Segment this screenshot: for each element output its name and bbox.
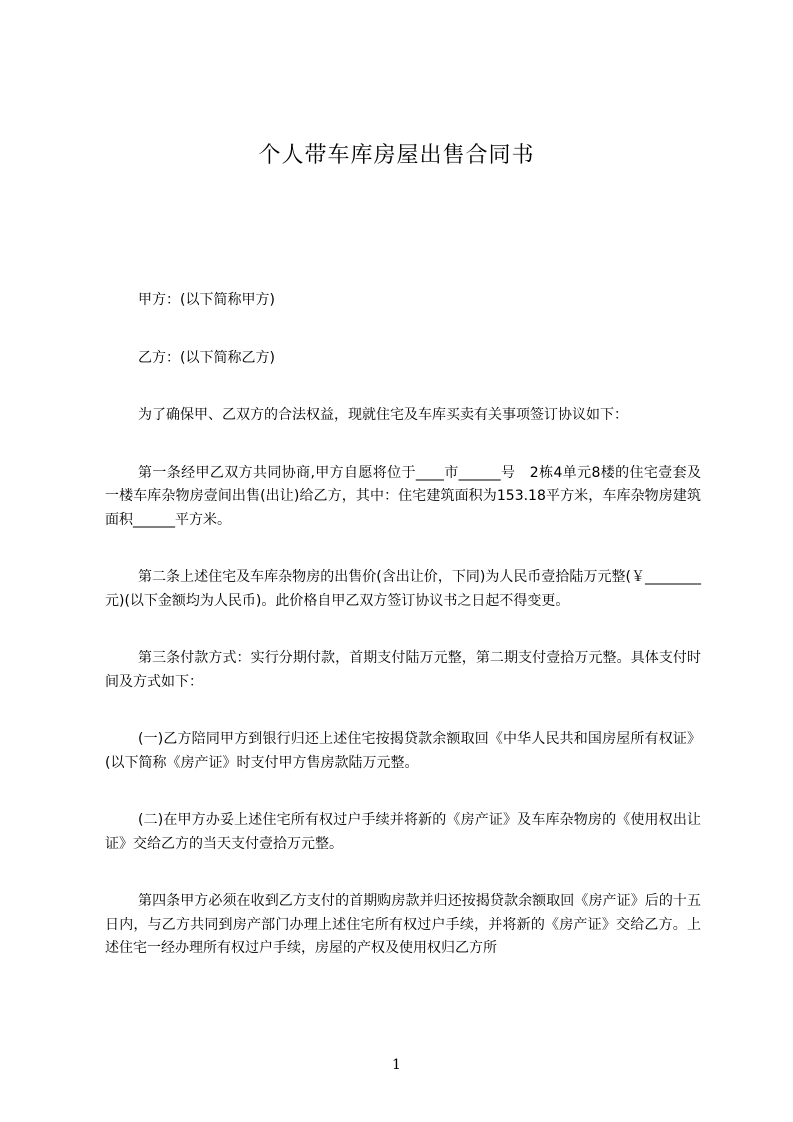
article-4-paragraph: 第四条甲方必须在收到乙方支付的首期购房款并归还按揭贷款余额取回《房产证》后的十五日内，与乙方共同到房产部门办理上述住宅所有权过户手续，并将新的《房产证》交给乙方。上述住宅一经办理所有权过户手续，房屋的产权及使用权归乙方所 [105,893,701,956]
article-3-paragraph: 第三条付款方式：实行分期付款，首期支付陆万元整，第二期支付壹拾万元整。具体支付时间及方式如下： [105,650,701,690]
document-title: 个人带车库房屋出售合同书 [258,143,535,168]
party-b-line: 乙方：(以下简称乙方) [138,349,275,366]
article-3-item-2-paragraph: (二)在甲方办妥上述住宅所有权过户手续并将新的《房产证》及车库杂物房的《使用权出让证》交给乙方的当天支付壹拾万元整。 [105,812,701,852]
party-a-line: 甲方：(以下简称甲方) [138,292,275,308]
contract-body [105,289,701,995]
page-number: 1 [392,1057,401,1073]
article-2-paragraph: 第二条上述住宅及车库杂物房的出售价(含出让价，下同)为人民币壹拾陆万元整(￥________元)(以下金额均为人民币)。此价格自甲乙双方签订协议书之日起不得变更。 [105,569,701,609]
article-1-paragraph: 第一条经甲乙双方共同协商,甲方自愿将位于____市______号 2栋4单元8楼的住宅壹套及一楼车库杂物房壹间出售(出让)给乙方，其中：住宅建筑面积为153.18平方米，车库杂物房建筑面积______平方米。 [105,464,701,528]
preamble-paragraph: 为了确保甲、乙双方的合法权益，现就住宅及车库买卖有关事项签订协议如下： [138,407,628,423]
article-3-item-1-paragraph: (一)乙方陪同甲方到银行归还上述住宅按揭贷款余额取回《中华人民共和国房屋所有权证》(以下简称《房产证》时支付甲方售房款陆万元整。 [105,731,701,771]
